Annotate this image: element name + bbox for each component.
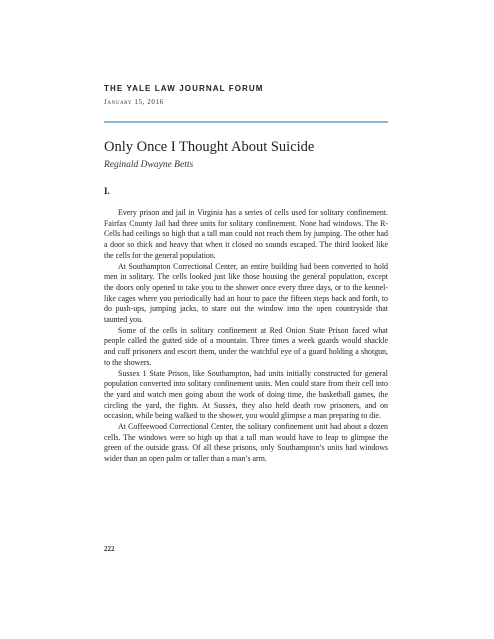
issue-date: January 15, 2016 xyxy=(104,98,164,106)
body-paragraph: Sussex 1 State Prison, like Southampton, had units initially constructed for general population converted into solitary confinement units. Men could stare from their cell into the yard and watch men going about the work of doing time, the basketball games, the circling the yard, the fights. At Sussex, they also held death row prisoners, and on occasion, while being walked to the shower, you would glimpse a man preparing to die. xyxy=(104,368,388,421)
body-paragraph: Every prison and jail in Virginia has a series of cells used for solitary confinement. Fairfax County Jail had three units for solitary confinement. None had windows. The R-Cells had ceilings so high that a tall man could not reach them by jumping. The other had a door so thick and heavy that when it closed no sounds escaped. The third looked like the cells for the general population. xyxy=(104,208,388,260)
body-paragraph: Some of the cells in solitary confinement at Red Onion State Prison faced what people called the gutted side of a mountain. Three times a week guards would shackle and cuff prisoners and escort them, under the watchful eye of a guard holding a shotgun, to the showers. xyxy=(104,325,388,367)
body-paragraph: At Southampton Correctional Center, an entire building had been converted to hold men in solitary. The cells looked just like those housing the general population, except the doors only opened to take you to the shower once every three days, or to the kennel-like cages where you periodically had an hour to pace the fifteen steps back and forth, to do push-ups, jumping jacks, to stare out the window into the open countryside that taunted you. xyxy=(104,261,388,325)
page-number: 222 xyxy=(104,545,115,553)
body-paragraph: At Coffeewood Correctional Center, the solitary confinement unit had about a dozen cells. The windows were so high up that a tall man would have to leap to glimpse the green of the outside grass. Of all these prisons, only Southampton’s units had windows wider than an open palm or taller than a man’s arm. xyxy=(104,422,388,464)
article-title: Only Once I Thought About Suicide xyxy=(104,139,315,155)
article-author: Reginald Dwayne Betts xyxy=(104,160,194,170)
article-body xyxy=(104,208,388,465)
header-divider xyxy=(104,121,388,123)
section-number: I. xyxy=(104,186,110,196)
journal-name: THE YALE LAW JOURNAL FORUM xyxy=(104,84,264,93)
